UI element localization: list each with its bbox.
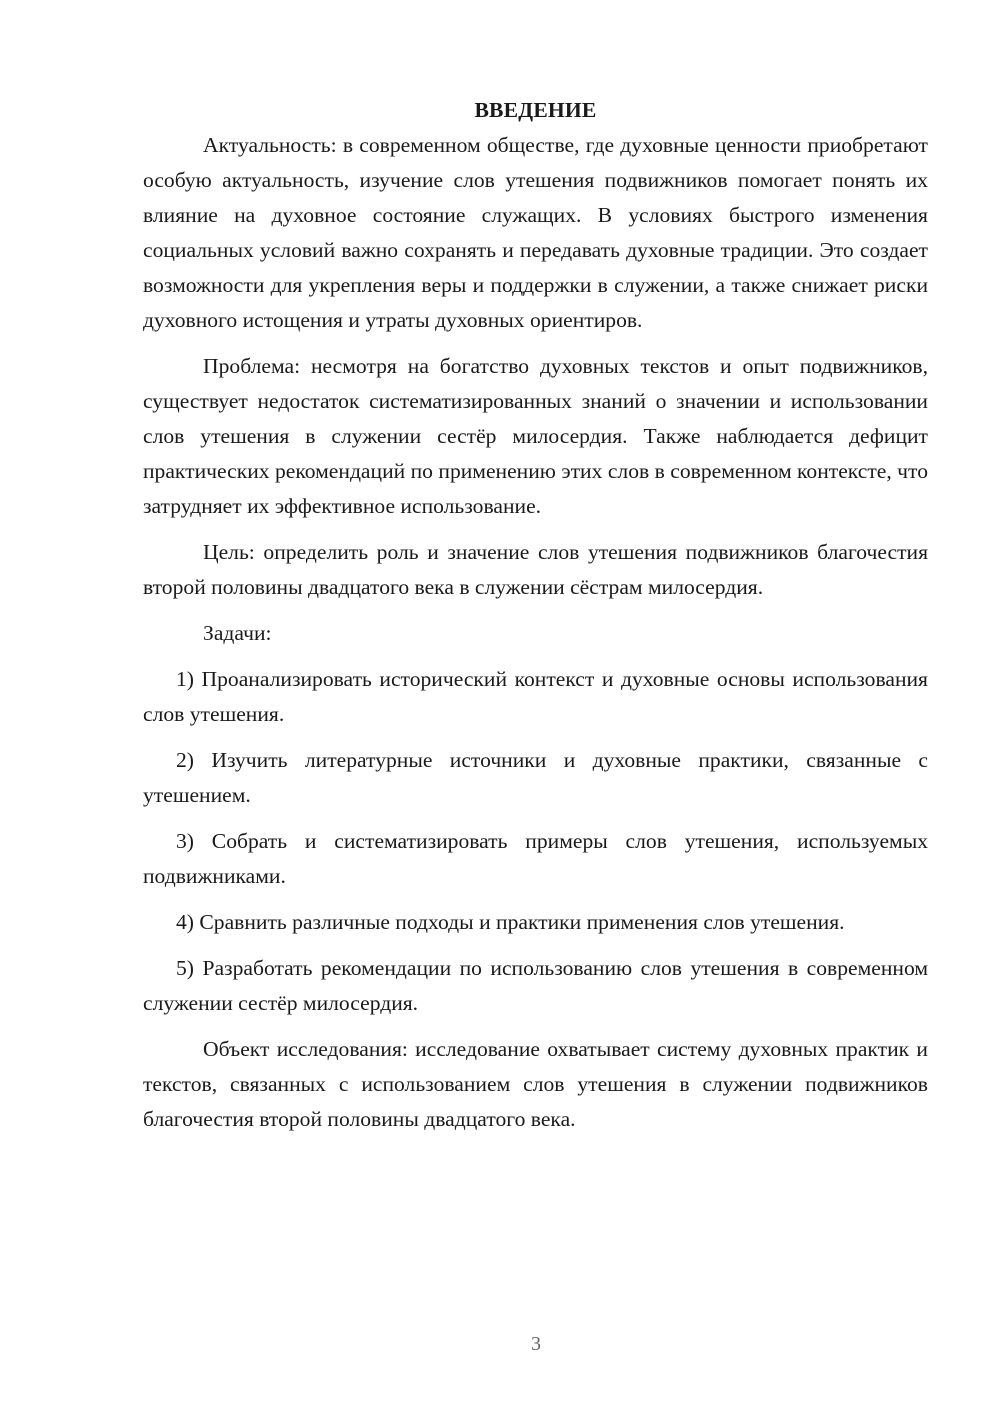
task-item-5: 5) Разработать рекомендации по использованию слов утешения в современном служении сестёр милосердия. (143, 956, 928, 1015)
page-number: 3 (531, 1333, 541, 1355)
tasks-heading: Задачи: (203, 621, 272, 645)
task-item-2: 2) Изучить литературные источники и духовные практики, связанные с утешением. (143, 748, 928, 807)
task-item-4: 4) Сравнить различные подходы и практики применения слов утешения. (176, 910, 845, 934)
section-title: ВВЕДЕНИЕ (474, 98, 597, 122)
document-body (143, 93, 928, 1148)
paragraph-goal: Цель: определить роль и значение слов утешения подвижников благочестия второй половины двадцатого века в служении сёстрам милосердия. (143, 540, 928, 599)
paragraph-problem: Проблема: несмотря на богатство духовных текстов и опыт подвижников, существует недостаток систематизированных знаний о значении и использовании слов утешения в служении сестёр милосердия. Также наблюдается дефицит практических рекомендаций по применению этих слов в современном контексте, что затрудняет их эффективное использование. (143, 354, 928, 518)
paragraph-relevance: Актуальность: в современном обществе, где духовные ценности приобретают особую актуальность, изучение слов утешения подвижников помогает понять их влияние на духовное состояние служащих. В условиях быстрого изменения социальных условий важно сохранять и передавать духовные традиции. Это создает возможности для укрепления веры и поддержки в служении, а также снижает риски духовного истощения и утраты духовных ориентиров. (143, 133, 928, 332)
task-item-3: 3) Собрать и систематизировать примеры слов утешения, используемых подвижниками. (143, 829, 928, 888)
task-item-1: 1) Проанализировать исторический контекст и духовные основы использования слов утешения. (143, 667, 928, 726)
paragraph-object: Объект исследования: исследование охватывает систему духовных практик и текстов, связанных с использованием слов утешения в служении подвижников благочестия второй половины двадцатого века. (143, 1037, 928, 1131)
